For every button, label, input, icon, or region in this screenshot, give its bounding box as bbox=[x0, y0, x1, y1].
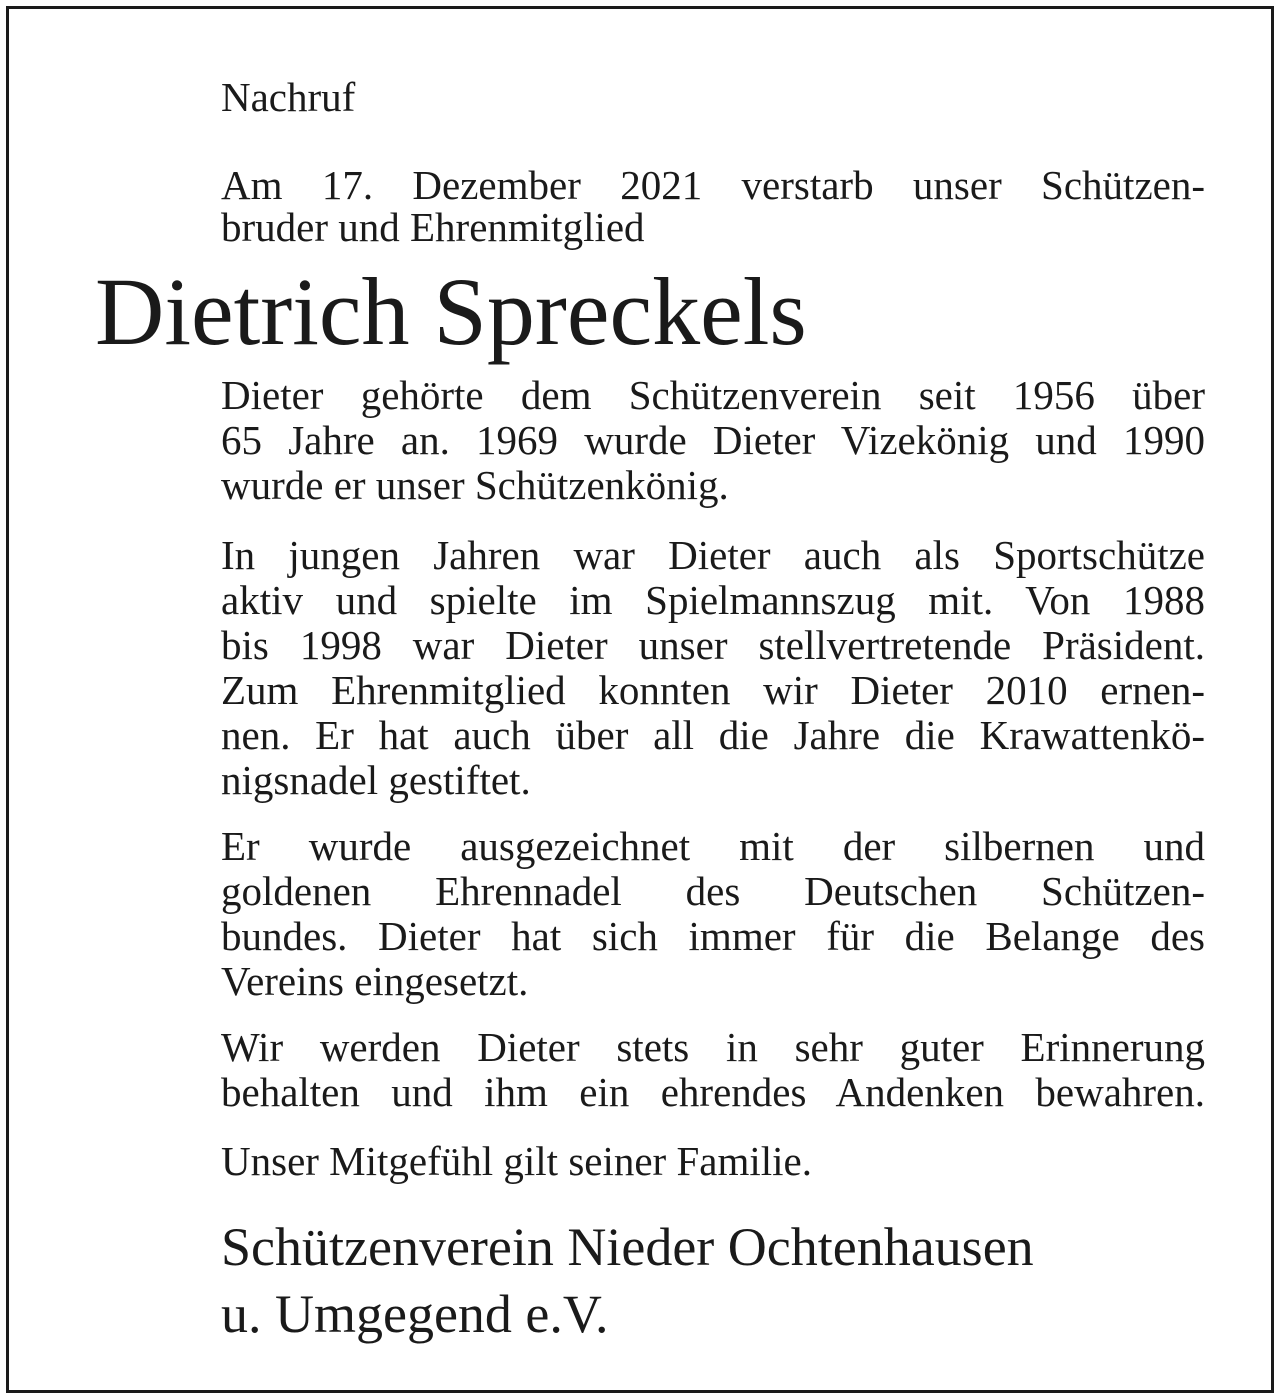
signature-line: u. Umgegend e.V. bbox=[221, 1284, 609, 1344]
paragraph-line: In jungen Jahren war Dieter auch als Sportschütze bbox=[221, 532, 1205, 578]
paragraph-line: Vereins eingesetzt. bbox=[221, 958, 529, 1004]
paragraph-line: Dieter gehörte dem Schützenverein seit 1956 über bbox=[221, 372, 1205, 418]
intro-line: bruder und Ehrenmitglied bbox=[221, 204, 645, 250]
paragraph-line: goldenen Ehrennadel des Deutschen Schützen- bbox=[221, 868, 1205, 914]
paragraph-line: Er wurde ausgezeichnet mit der silbernen und bbox=[221, 823, 1205, 869]
paragraph-line: nigsnadel gestiftet. bbox=[221, 757, 531, 803]
paragraph-line: Zum Ehrenmitglied konnten wir Dieter 2010 ernen- bbox=[221, 667, 1205, 713]
deceased-name: Dietrich Spreckels bbox=[95, 258, 807, 365]
obituary-frame bbox=[6, 6, 1274, 1393]
paragraph-line: wurde er unser Schützenkönig. bbox=[221, 462, 729, 508]
paragraph-line: behalten und ihm ein ehrendes Andenken bewahren. bbox=[221, 1069, 1205, 1115]
notice-heading: Nachruf bbox=[221, 74, 356, 120]
paragraph-line: bundes. Dieter hat sich immer für die Belange des bbox=[221, 913, 1205, 959]
paragraph-line: Wir werden Dieter stets in sehr guter Erinnerung bbox=[221, 1024, 1205, 1070]
paragraph-line: nen. Er hat auch über all die Jahre die Krawattenkö- bbox=[221, 712, 1205, 758]
paragraph-line: Unser Mitgefühl gilt seiner Familie. bbox=[221, 1138, 812, 1184]
paragraph-line: aktiv und spielte im Spielmannszug mit. Von 1988 bbox=[221, 577, 1205, 623]
signature-line: Schützenverein Nieder Ochtenhausen bbox=[221, 1217, 1034, 1277]
paragraph-line: bis 1998 war Dieter unser stellvertretende Präsident. bbox=[221, 622, 1205, 668]
intro-line: Am 17. Dezember 2021 verstarb unser Schützen- bbox=[221, 162, 1205, 208]
paragraph-line: 65 Jahre an. 1969 wurde Dieter Vizekönig und 1990 bbox=[221, 417, 1205, 463]
